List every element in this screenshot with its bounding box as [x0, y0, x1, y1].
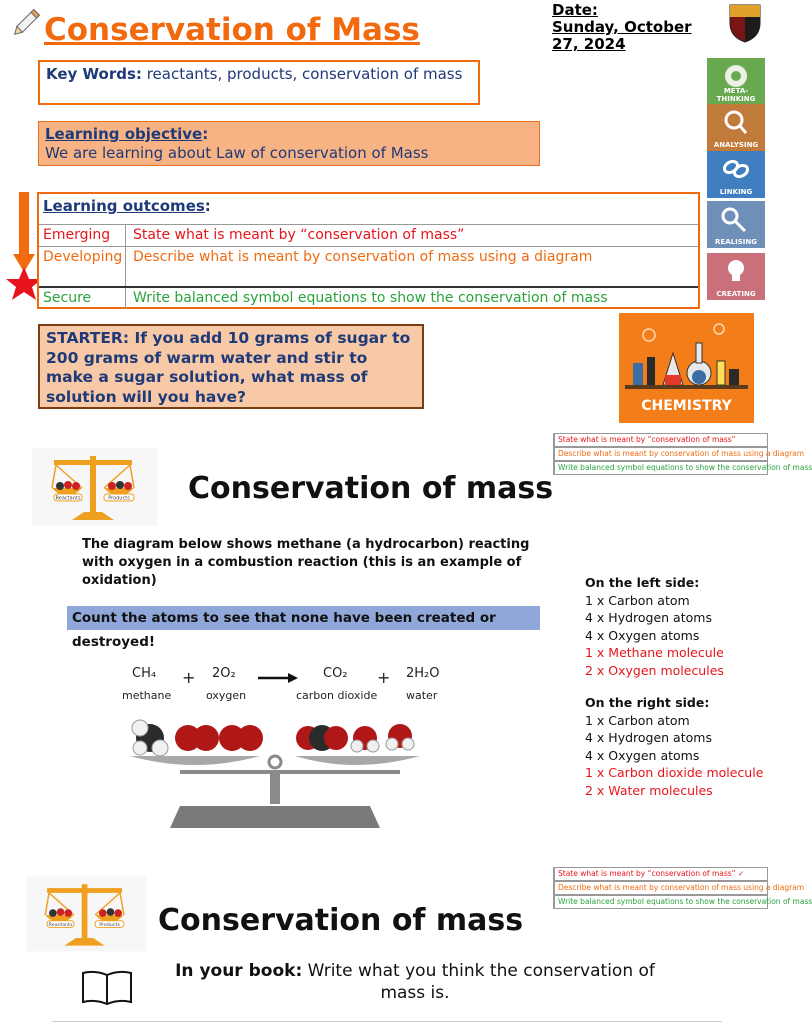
- skill-badge-linking: LINKING: [707, 151, 765, 198]
- count-line: 1 x Carbon atom: [585, 712, 690, 728]
- outcome-level: Emerging: [43, 227, 111, 243]
- key-icon: [707, 201, 765, 237]
- outcome-row-developing: [39, 246, 698, 286]
- mini-outcome-row: Describe what is meant by conservation of mass using a diagram: [554, 447, 768, 461]
- date-block: [552, 2, 712, 53]
- count-atoms-banner: Count the atoms to see that none have been created or destroyed!: [67, 606, 540, 630]
- diagram-caption: The diagram below shows methane (a hydrocarbon) reacting with oxygen in a combustion reaction (this is an example of oxidation): [82, 537, 530, 588]
- objective-text: We are learning about Law of conservation of Mass: [45, 144, 429, 162]
- outcome-level: Secure: [43, 290, 92, 306]
- mini-outcome-row: State what is meant by “conservation of mass”: [554, 433, 768, 447]
- outcome-text: State what is meant by “conservation of mass”: [133, 227, 465, 243]
- objective-heading: Learning objective: [45, 125, 203, 143]
- mini-outcome-row: State what is meant by “conservation of mass” ✓: [554, 867, 768, 881]
- school-crest-logo: [728, 3, 762, 43]
- label-water: water: [406, 689, 438, 702]
- products-tag: Products: [108, 495, 130, 502]
- skill-badge-meta-thinking: META-THINKING: [707, 58, 765, 105]
- label-oxygen: oxygen: [206, 689, 247, 702]
- mini-outcomes-table-1: [553, 433, 812, 475]
- plus-sign: +: [377, 668, 391, 687]
- left-side-heading: On the left side:: [585, 575, 700, 590]
- count-line: 4 x Oxygen atoms: [585, 627, 700, 643]
- left-side-counts: [585, 574, 724, 679]
- learning-objective-box: [38, 121, 540, 166]
- molecule-count-line: 2 x Oxygen molecules: [585, 662, 724, 678]
- skill-badge-analysing: ANALYSING: [707, 104, 765, 151]
- outcome-row-emerging: [39, 224, 698, 246]
- key-words-text: reactants, products, conservation of mass: [141, 65, 463, 83]
- count-line: 4 x Hydrogen atoms: [585, 610, 712, 625]
- page-title: Conservation of Mass: [44, 12, 420, 48]
- outcome-row-secure: [39, 286, 698, 309]
- label-methane: methane: [122, 689, 172, 702]
- skill-badge-realising: REALISING: [707, 201, 765, 248]
- lab-equipment-illustration: [619, 313, 754, 395]
- mini-outcome-row: Describe what is meant by conservation of mass using a diagram: [554, 881, 768, 895]
- starter-question-box: STARTER: If you add 10 grams of sugar to 200 grams of warm water and stir to make a sugar solution, what mass of solution will you have?: [38, 324, 424, 409]
- divider: [52, 1021, 722, 1022]
- formula-methane: CH₄: [132, 666, 157, 681]
- section-heading: Conservation of mass: [188, 471, 554, 506]
- reaction-arrow-icon: [258, 672, 298, 684]
- chemistry-label: CHEMISTRY: [641, 398, 732, 414]
- book-instruction: [175, 960, 655, 1004]
- products-tag: Products: [99, 923, 120, 928]
- molecule-count-line: 1 x Methane molecule: [585, 645, 724, 660]
- outcome-text: Write balanced symbol equations to show the conservation of mass: [133, 290, 608, 306]
- book-label: In your book:: [175, 961, 303, 981]
- lightbulb-icon: [707, 253, 765, 289]
- date-value: Sunday, October 27, 2024: [552, 18, 692, 53]
- plus-sign: +: [182, 668, 196, 687]
- count-line: 1 x Carbon atom: [585, 592, 690, 608]
- label-carbon-dioxide: carbon dioxide: [296, 689, 378, 702]
- balance-scale-icon: [26, 874, 146, 954]
- book-text: Write what you think the conservation of mass is.: [302, 961, 655, 1003]
- balance-scale-icon: [32, 448, 157, 526]
- outcomes-heading: Learning outcomes:: [43, 197, 211, 215]
- pencil-icon: [10, 6, 42, 40]
- count-line: 4 x Hydrogen atoms: [585, 730, 712, 745]
- right-side-counts: [585, 694, 763, 799]
- molecule-count-line: 2 x Water molecules: [585, 782, 713, 798]
- molecule-balance-illustration: [110, 704, 465, 832]
- formula-carbon-dioxide: CO₂: [323, 666, 348, 681]
- date-label: Date:: [552, 1, 598, 19]
- open-book-icon: [80, 968, 134, 1006]
- count-line: 4 x Oxygen atoms: [585, 747, 700, 763]
- chemistry-card: [619, 313, 754, 423]
- mini-outcome-row: Write balanced symbol equations to show the conservation of mass: [554, 461, 768, 475]
- skill-badge-creating: CREATING: [707, 253, 765, 300]
- objective-colon: :: [202, 125, 209, 143]
- outcome-level: Developing: [43, 249, 123, 265]
- section-heading: Conservation of mass: [158, 903, 524, 938]
- reactants-tag: Reactants: [48, 923, 73, 928]
- chain-link-icon: [707, 151, 765, 187]
- mini-outcome-row: Write balanced symbol equations to show the conservation of mass: [554, 895, 768, 909]
- down-arrow-icon: [12, 192, 36, 274]
- magnifier-icon: [707, 104, 765, 140]
- mini-outcomes-table-2: [553, 867, 812, 909]
- key-words-box: [38, 60, 480, 105]
- formula-oxygen: 2O₂: [212, 666, 236, 681]
- learning-outcomes-table: [37, 192, 700, 309]
- combustion-diagram: [110, 660, 465, 832]
- formula-water: 2H₂O: [406, 666, 440, 681]
- outcome-text: Describe what is meant by conservation of mass using a diagram: [133, 249, 593, 265]
- reactants-tag: Reactants: [55, 495, 81, 502]
- right-side-heading: On the right side:: [585, 695, 710, 710]
- molecule-count-line: 1 x Carbon dioxide molecule: [585, 765, 764, 780]
- key-words-label: Key Words:: [46, 65, 142, 83]
